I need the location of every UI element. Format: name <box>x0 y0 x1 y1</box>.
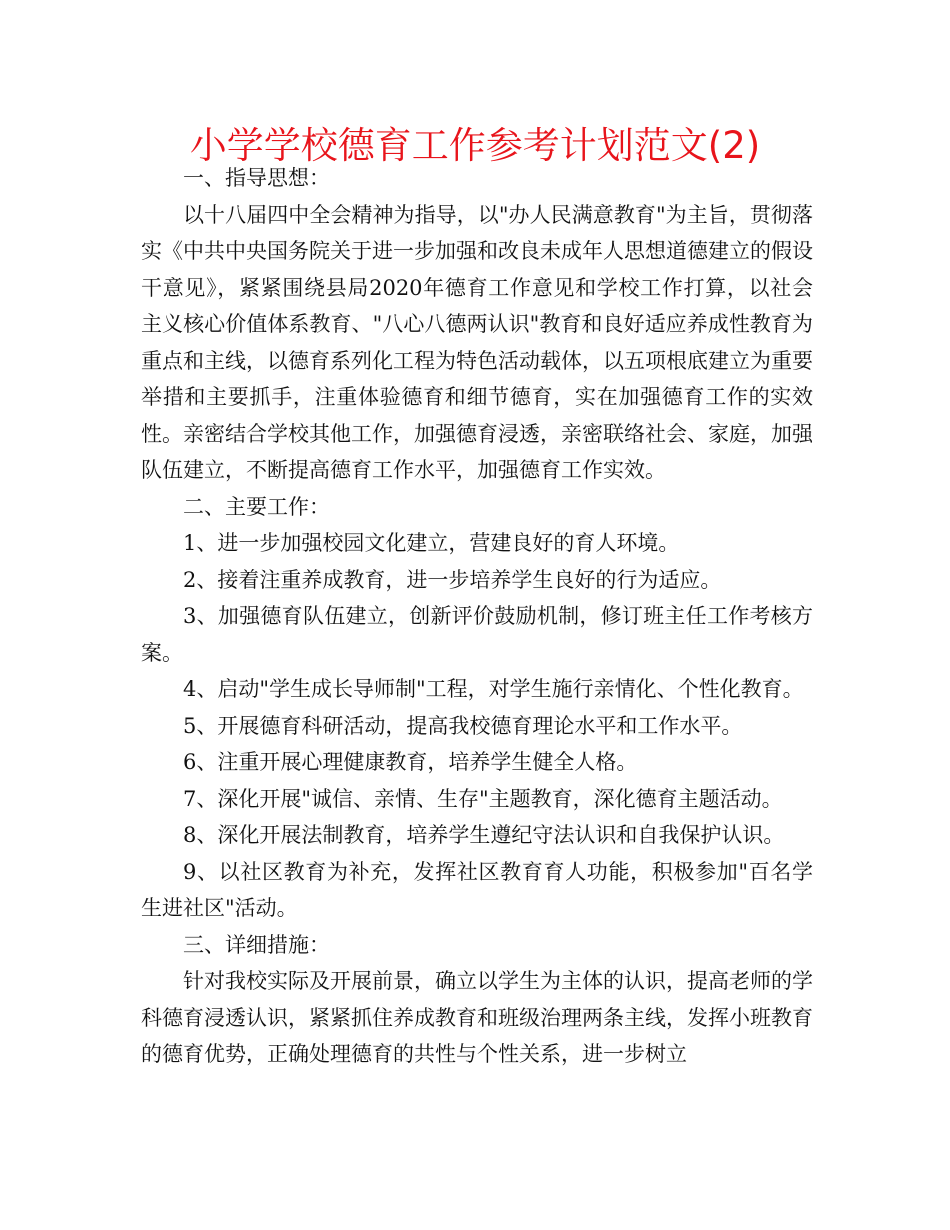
paragraph-detailed-measures: 针对我校实际及开展前景，确立以学生为主体的认识，提高老师的学科德育浸透认识，紧紧抓住养成教育和班级治理两条主线，发挥小班教育的德育优势，正确处理德育的共性与个性关系，进一步树立 <box>141 969 813 1066</box>
list-item: 6、注重开展心理健康教育，培养学生健全人格。 <box>183 750 638 774</box>
list-item: 9、以社区教育为补充，发挥社区教育育人功能，积极参加"百名学生进社区"活动。 <box>141 859 813 920</box>
paragraph-guiding-thought: 以十八届四中全会精神为指导，以"办人民满意教育"为主旨，贯彻落实《中共中央国务院关于进一步加强和改良未成年人思想道德建立的假设干意见》，紧紧围绕县局2020年德育工作意见和学校工作打算，以社会主义核心价值体系教育、"八心八德两认识"教育和良好适应养成性教育为重点和主线，以德育系列化工程为特色活动载体，以五项根底建立为重要举措和主要抓手，注重体验德育和细节德育，实在加强德育工作的实效性。亲密结合学校其他工作，加强德育浸透，亲密联络社会、家庭，加强队伍建立，不断提高德育工作水平，加强德育工作实效。 <box>141 202 813 482</box>
list-item: 7、深化开展"诚信、亲情、生存"主题教育，深化德育主题活动。 <box>183 786 783 811</box>
heading-main-work: 二、主要工作： <box>183 494 330 519</box>
list-item: 8、深化开展法制教育，培养学生遵纪守法认识和自我保护认识。 <box>183 823 785 847</box>
heading-guiding-thought: 一、指导思想： <box>183 166 330 190</box>
list-item: 4、启动"学生成长导师制"工程，对学生施行亲情化、个性化教育。 <box>183 677 804 701</box>
list-item: 1、进一步加强校园文化建立，营建良好的育人环境。 <box>183 531 680 555</box>
list-item: 5、开展德育科研活动，提高我校德育理论水平和工作水平。 <box>183 713 743 738</box>
list-item: 3、加强德育队伍建立，创新评价鼓励机制，修订班主任工作考核方案。 <box>141 604 813 665</box>
heading-detailed-measures: 三、详细措施： <box>183 932 330 957</box>
document-title: 小学学校德育工作参考计划范文(2) <box>189 124 761 167</box>
document-body <box>141 160 813 1073</box>
list-item: 2、接着注重养成教育，进一步培养学生良好的行为适应。 <box>183 567 722 592</box>
